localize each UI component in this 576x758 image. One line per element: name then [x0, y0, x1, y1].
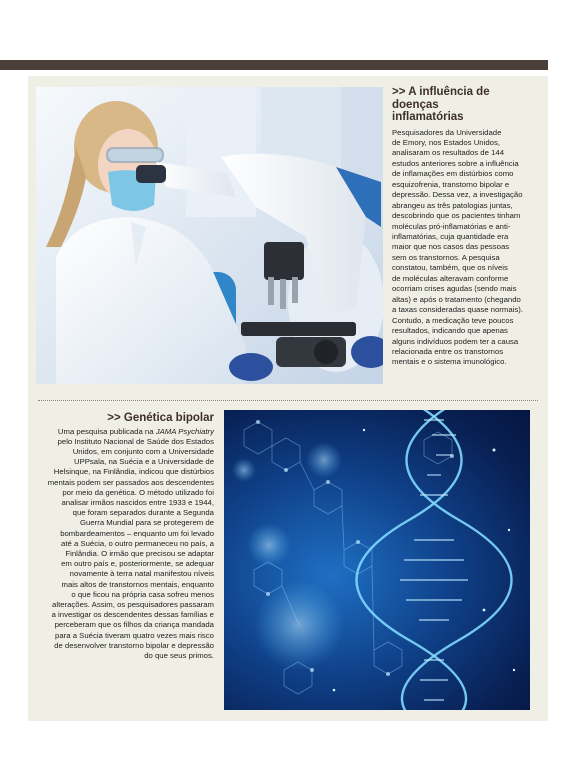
text-line: descobrindo que os pacientes tinham: [392, 211, 521, 221]
text-line: de inflamações em distúrbios como: [392, 169, 514, 179]
article-heading: [36, 412, 214, 425]
text-line: analisar irmãos nascidos entre 1933 e 1944,: [61, 497, 214, 507]
text-line: UPPsala, na Suécia e a Universidade de: [73, 457, 214, 467]
lab-scientist-microscope-image: [36, 87, 383, 384]
text-line: a taxas consideradas quase normais).: [392, 305, 523, 315]
text-line: mentais podem ser passados aos descendentes: [47, 477, 214, 487]
text-line: a investigar os descendentes dessas famílias e: [51, 610, 214, 620]
heading-line-2: inflamatórias: [392, 111, 464, 123]
text-line: depressão. Dessa vez, a investigação: [392, 190, 523, 200]
text-line: de desenvolver transtorno bipolar e depressão: [54, 640, 214, 650]
text-line: Unidos, em conjunto com a Universidade: [72, 446, 214, 456]
text-line: em outro país e, posteriormente, se adequar: [61, 559, 214, 569]
text-line: constatou, também, que os níveis: [392, 263, 508, 273]
text-line: Helsinque, na Finlândia, indicou que distúrbios: [53, 467, 214, 477]
journal-name: JAMA Psychiatry: [155, 426, 214, 436]
text-line: altas) e após o tratamento (chegando: [392, 294, 521, 304]
text-line: perceberam que os filhos da criança mandada: [54, 620, 214, 630]
text-line: abrangeu as três patologias juntas,: [392, 200, 513, 210]
text-line: esquizofrenia, transtorno bipolar e: [392, 179, 510, 189]
lab-scene-illustration: [36, 87, 383, 384]
text-line: que foram separados durante a Segunda: [72, 508, 214, 518]
text-line: ocorriam crises agudas (sendo mais: [392, 284, 517, 294]
text-line: moléculas pró-inflamatórias e anti-: [392, 221, 511, 231]
text-line: mentais e o sistema imunológico.: [392, 357, 507, 367]
text-line: relacionada entre os transtornos: [392, 347, 504, 357]
text-line: pelo Instituto Nacional de Saúde dos Estados: [57, 436, 214, 446]
text-span: Uma pesquisa publicada na: [57, 426, 156, 436]
text-line: novamente à terra natal manifestou níveis: [69, 569, 214, 579]
article-heading: [392, 86, 538, 124]
text-line: alterações. Assim, os pesquisadores passaram: [52, 599, 214, 609]
text-line: Contudo, a medicação teve poucos: [392, 315, 514, 325]
text-line: mais altos de transtornos mentais, enquanto: [61, 579, 214, 589]
text-line: resultados, indicando que apenas: [392, 326, 508, 336]
text-line: para a Suécia tiveram quatro vezes mais risco: [55, 630, 214, 640]
article-body: [36, 427, 214, 662]
article-body: [392, 128, 538, 368]
text-line: Pesquisadores da Universidade: [392, 127, 502, 137]
text-line: inflamatórias, cuja quantidade era: [392, 232, 509, 242]
text-line: bombardeamentos – enquanto um foi levado: [60, 528, 214, 538]
article-inflammatory-diseases: [392, 86, 538, 368]
text-line: o que ficou na própria casa sofreu menos: [71, 589, 214, 599]
text-line: analisaram os resultados de 144: [392, 148, 505, 158]
text-line: por meio da genética. O método utilizado foi: [62, 487, 214, 497]
dna-helix-illustration: [224, 410, 530, 710]
text-line: até a Suécia, o outro permaneceu no país, a: [61, 538, 214, 548]
text-line: estudos anteriores sobre a influência: [392, 158, 519, 168]
heading-line-1: A influência de doenças: [392, 86, 490, 111]
article-bipolar-genetics: [36, 412, 214, 661]
text-line: do que seus primos.: [144, 650, 214, 660]
text-line: Guerra Mundial para se protegerem de: [80, 518, 214, 528]
text-line: alguns indivíduos podem ter a causa: [392, 336, 519, 346]
heading-title: Genética bipolar: [123, 412, 214, 424]
text-line: de Emory, nos Estados Unidos,: [392, 137, 500, 147]
text-line: [36, 427, 214, 437]
text-line: sem os transtornos. A pesquisa: [392, 252, 500, 262]
header-bar: [0, 60, 548, 70]
text-line: maior que nos casos das pessoas: [392, 242, 510, 252]
text-line: Finlândia. O irmão que precisou se adaptar: [65, 548, 214, 558]
heading-arrows: >>: [107, 412, 121, 424]
heading-arrows: >>: [392, 86, 406, 98]
dna-helix-molecule-image: [224, 410, 530, 710]
section-divider: [38, 400, 538, 401]
text-line: de moléculas alteravam conforme: [392, 273, 509, 283]
